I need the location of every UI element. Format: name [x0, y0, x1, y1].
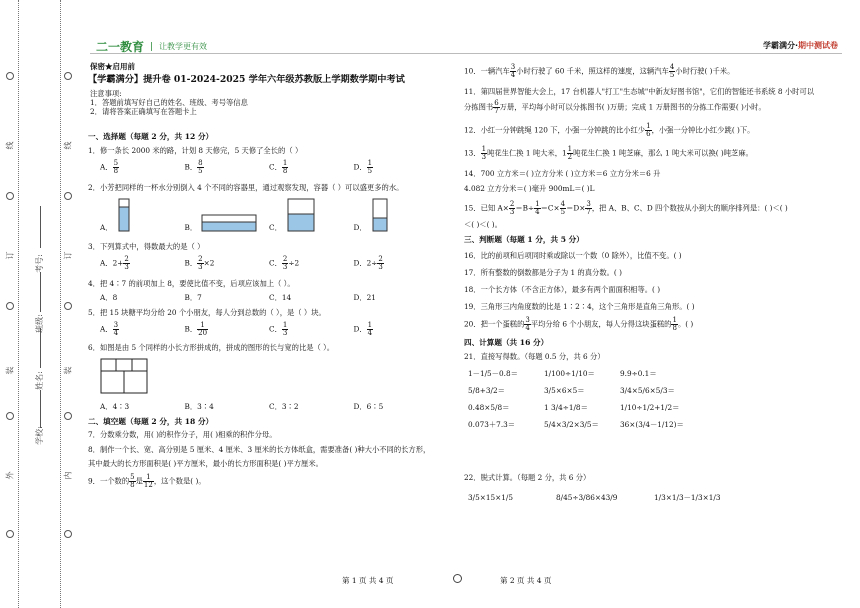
- center-circle: [453, 574, 462, 583]
- page-number-2: 第 2 页 共 4 页: [500, 576, 552, 585]
- calc-item: 5/4×3/2×3/5＝: [544, 420, 599, 430]
- question-20: 20．把一个蛋糕的 $\frac{3}{4}$ 平均分给 6 个小朋友，每人分得这块蛋糕的 $\frac{1}{8}$ 。( ): [464, 316, 694, 333]
- margin-char: 装: [5, 366, 15, 375]
- question-7: 7．分数乘分数，用( )的积作分子，用( )相乘的积作分母。: [88, 430, 277, 440]
- question-5: 5．把 15 块糖平均分给 20 个小朋友，每人分到总数的（ ），是（ ）块。: [88, 308, 326, 318]
- name-label: 姓名:: [34, 371, 44, 390]
- class-line[interactable]: [40, 272, 41, 312]
- calc-item: 8/45÷3/86×43/9: [556, 492, 618, 502]
- logo-slogan: 让教学更有效: [159, 42, 208, 51]
- binding-hole: [64, 302, 72, 310]
- q6-options: [88, 402, 448, 411]
- secret-label: 保密★启用前: [90, 62, 135, 71]
- brand-right: 期中测试卷: [798, 41, 838, 50]
- note-item: 2．请将答案正确填写在答题卡上: [90, 107, 197, 117]
- brand-left: 学霸满分·: [762, 41, 798, 50]
- five-rectangles-diagram: [100, 358, 148, 394]
- q2-option-c[interactable]: C．: [269, 198, 354, 232]
- question-19: 19．三角形三内角度数的比是 1∶2∶4，这个三角形是直角三角形。( ): [464, 302, 695, 312]
- q3-options: [88, 256, 448, 271]
- binding-hole: [64, 192, 72, 200]
- q2-option-a[interactable]: A．: [100, 198, 185, 232]
- calc-row: [464, 403, 840, 412]
- margin-char: 外: [5, 471, 15, 480]
- wide-shallow-container-icon: [201, 214, 257, 232]
- question-18: 18．一个长方体（不含正方体），最多有两个面面积相等。( ): [464, 285, 661, 295]
- q1-options: [88, 160, 448, 175]
- binding-hole: [6, 412, 14, 420]
- q2-options: [88, 198, 448, 232]
- question-10: 10．一辆汽车 $\frac{3}{4}$ 小时行驶了 60 千米，照这样的速度，这辆汽车 $\frac{4}{5}$ 小时行驶( )千米。: [464, 63, 735, 79]
- question-21: 21．直接写得数。（每题 0.5 分，共 6 分）: [464, 351, 605, 361]
- q6-option-b[interactable]: B．3∶4: [184, 401, 214, 411]
- q5-option-b[interactable]: B． $\frac{1}{20}$: [184, 321, 208, 338]
- q4-option-b[interactable]: B．7: [184, 293, 202, 303]
- section-heading: 二、填空题（每题 2 分，共 18 分）: [88, 416, 214, 426]
- binding-hole: [64, 412, 72, 420]
- q4-option-a[interactable]: A．8: [100, 293, 118, 303]
- left-column: [88, 60, 448, 489]
- q4-option-c[interactable]: C．14: [269, 293, 292, 303]
- binding-hole: [6, 530, 14, 538]
- calc-item: 36×(3/4－1/12)＝: [620, 420, 684, 430]
- school-line[interactable]: [40, 390, 41, 428]
- notes-heading: 注意事项:: [90, 88, 122, 98]
- divider: |: [150, 41, 154, 52]
- question-1: 1．修一条长 2000 米的路，计划 8 天修完，5 天修了全长的（ ）: [88, 145, 303, 155]
- calc-item: 5/8+3/2＝: [468, 386, 505, 396]
- question-11-cont: 分拣图书 $\frac{6}{7}$ 万册，平均每小时可以分拣图书( )万册；完成 1 万册图书的分拣工作需要( )小时。: [464, 99, 766, 116]
- q6-option-d[interactable]: D．6∶5: [353, 401, 384, 411]
- question-15-cont: ＜( )＜( )。: [464, 220, 502, 230]
- section-heading: 四、计算题（共 16 分）: [464, 338, 549, 348]
- calc-item: 1/100÷1/10＝: [544, 368, 595, 378]
- calc-item: 0.073＋7.3＝: [468, 420, 516, 430]
- calc-row: [464, 369, 840, 378]
- rectangles-figure: [100, 358, 448, 396]
- question-13: 13． $\frac{1}{3}$ 吨花生仁换 1 吨大米，1 $\frac{1}{2}$ 吨花生仁换 1 吨芝麻，那么 1 吨大米可以换( )吨芝麻。: [464, 145, 753, 162]
- q6-option-a[interactable]: A．4∶3: [100, 401, 130, 411]
- calc-item: 1 3/4÷1/8＝: [544, 403, 588, 413]
- question-15: 15．已知 A× $\frac{2}{3}$ ＝B÷ $\frac{1}{4}$ ＝C× $\frac{4}{5}$ ＝D× $\frac{3}{7}$ ，把 A、B、C、D 四个数按从小到大的顺序排列是：( )＜( ): [464, 200, 788, 217]
- binding-hole: [6, 72, 14, 80]
- calc-item: 1/10÷1/2+1/2＝: [620, 403, 680, 413]
- question-22: 22．脱式计算。（每题 2 分，共 6 分）: [464, 473, 591, 483]
- binding-hole: [64, 72, 72, 80]
- q6-option-c[interactable]: C．3∶2: [269, 401, 299, 411]
- margin-char: 订: [5, 251, 15, 260]
- name-line[interactable]: [40, 328, 41, 368]
- question-14-cont: 4.082 立方分米＝( )毫升 900mL＝( )L: [464, 184, 595, 194]
- q5-options: [88, 322, 448, 337]
- calc-item: 3/5×15×1/5: [468, 492, 513, 502]
- q5-option-c[interactable]: C． $\frac{1}{3}$: [269, 321, 288, 338]
- q5-option-a[interactable]: A． $\frac{3}{4}$: [100, 321, 119, 338]
- section-heading: 三、判断题（每题 1 分，共 5 分）: [464, 235, 584, 245]
- question-17: 17．所有整数的倒数都是分子为 1 的真分数。( ): [464, 268, 622, 278]
- header-rule: [90, 53, 842, 54]
- right-column: [464, 60, 840, 502]
- q3-option-b[interactable]: B． $\frac{2}{3}$ ×2: [184, 255, 215, 272]
- question-6: 6．如图是由 5 个同样的小长方形拼成的，拼成的图形的长与宽的比是（ ）。: [88, 343, 335, 353]
- calc-item: 1/3×1/3－1/3×1/3: [654, 492, 721, 502]
- q1-option-d[interactable]: D． $\frac{1}{5}$: [353, 158, 373, 175]
- margin-char: 线: [5, 141, 15, 150]
- q4-options: [88, 293, 448, 302]
- margin-char: 内: [63, 471, 73, 480]
- question-4: 4．把 4∶7 的前项加上 8，要使比值不变，后项应该加上（ ）。: [88, 279, 295, 289]
- calc-row: [464, 420, 840, 429]
- brand-tag: [763, 40, 838, 51]
- q3-option-d[interactable]: D．2÷ $\frac{2}{3}$: [353, 255, 383, 272]
- q2-option-b[interactable]: B．: [185, 214, 270, 232]
- logo-text: 二一教育: [96, 40, 145, 54]
- question-8: 8．制作一个长、宽、高分别是 5 厘米、4 厘米、3 厘米的长方体纸盒，需要准备( )种大小不同的长方形，: [88, 445, 431, 455]
- q1-option-b[interactable]: B． $\frac{8}{5}$: [184, 158, 203, 175]
- calc-item: 9.9÷0.1＝: [620, 368, 657, 378]
- class-label: 班级:: [34, 314, 44, 333]
- q1-option-a[interactable]: A． $\frac{5}{8}$: [100, 158, 119, 175]
- narrow-container-icon: [371, 198, 389, 232]
- calc-item: 0.48×5/8＝: [468, 403, 510, 413]
- binding-hole: [64, 530, 72, 538]
- q1-option-c[interactable]: C． $\frac{1}{8}$: [269, 158, 288, 175]
- section-heading: 一、选择题（每题 2 分，共 12 分）: [88, 132, 214, 142]
- question-2: 2．小芳把同样的一杯水分别倒入 4 个不同的容器里，通过观察发现，容器（ ）可以盛更多的水。: [88, 182, 404, 192]
- question-11: 11．第四届世界智能大会上，17 台机器人"打工"生态城"中新友好图书馆"，它们的智能还书系统 8 小时可以: [464, 87, 815, 96]
- question-3: 3．下列算式中，得数最大的是（ ）: [88, 241, 205, 251]
- calc-item: 3/5×6×5＝: [544, 386, 585, 396]
- question-8-cont: 其中最大的长方形面积是( )平方厘米，最小的长方形面积是( )平方厘米。: [88, 459, 323, 469]
- paper-title: 【学霸满分】提升卷 01-2024-2025 学年六年级苏教版上学期数学期中考试: [88, 74, 405, 86]
- calc-row: [464, 493, 840, 502]
- note-item: 1．答题前填写好自己的姓名、班级、考号等信息: [90, 97, 248, 107]
- margin-char: 线: [63, 141, 73, 150]
- calc-item: 3/4×5/6×5/3＝: [620, 386, 675, 396]
- margin-char: 装: [63, 366, 73, 375]
- tall-narrow-container-icon: [117, 198, 131, 232]
- question-9: 9．一个数的 $\frac{5}{8}$ 是 $\frac{1}{12}$ ，这个数是( )。: [88, 473, 206, 490]
- q4-option-d[interactable]: D．21: [353, 293, 376, 303]
- question-12: 12．小红一分钟跳绳 120 下，小强一分钟跳的比小红少 $\frac{1}{6}$ ，小强一分钟比小红少跳( )下。: [464, 122, 755, 139]
- calc-row: [464, 386, 840, 395]
- binding-hole: [6, 302, 14, 310]
- q5-option-d[interactable]: D． $\frac{1}{4}$: [353, 321, 373, 338]
- question-14: 14．700 立方米＝( )立方分米 ( )立方米＝6 立方分米＝6 升: [464, 169, 661, 179]
- medium-container-icon: [286, 198, 316, 232]
- school-label: 学校:: [34, 426, 44, 445]
- exam-no-line[interactable]: [40, 206, 41, 248]
- page-number-1: 第 1 页 共 4 页: [342, 576, 394, 585]
- calc-item: 1－1/5－0.8＝: [468, 368, 518, 378]
- binding-hole: [6, 192, 14, 200]
- exam-no-label: 考号:: [34, 254, 44, 273]
- q3-option-a[interactable]: A．2+ $\frac{2}{3}$: [100, 255, 129, 272]
- margin-char: 订: [63, 251, 73, 260]
- q3-option-c[interactable]: C． $\frac{2}{3}$ ÷2: [269, 255, 300, 272]
- question-16: 16．比的前项和后项同时乘或除以一个数（0 除外），比值不变。( ): [464, 250, 682, 260]
- q2-option-d[interactable]: D．: [354, 198, 439, 232]
